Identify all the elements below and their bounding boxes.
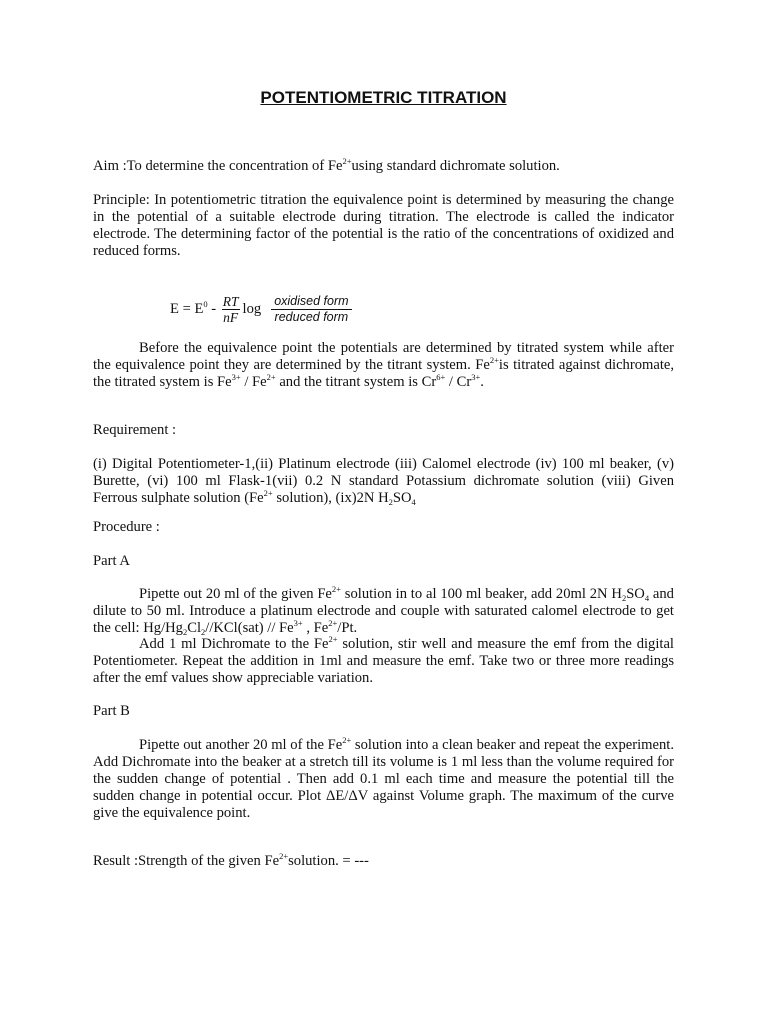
aim-text-end: using standard dichromate solution.	[351, 158, 560, 174]
nernst-equation	[170, 289, 354, 329]
concentration-ratio-fraction: $\frac{\text{oxidised form}}{\text{reduced form}}$	[271, 294, 351, 325]
part-a-paragraph-1: Pipette out 20 ml of the given $Fe^{2+}$ solution in to al 100 ml beaker, add 20ml 2N $H_2SO_4$ and dilute to 50 ml. Introduce a platinum electrode and couple with saturated calomel electrode to get the cell: $Hg/Hg_2Cl_2//KCl(sat) // Fe^{3+}$ , $Fe^{2+}/Pt$.	[93, 584, 674, 637]
part-a-heading: Part A	[93, 553, 130, 569]
requirement-heading: Requirement :	[93, 422, 177, 438]
document-title: POTENTIOMETRIC TITRATION	[260, 88, 507, 107]
principle-paragraph: Principle: In potentiometric titration the equivalence point is determined by measuring the change in the potential of a suitable electrode during titration. The electrode is called the indicator electrode. The determining factor of the potential is the ratio of the concentrations of oxidized and reduced forms.	[93, 192, 674, 259]
rt-over-nf-fraction: $\frac{RT}{nF}$	[222, 293, 239, 325]
aim-paragraph	[93, 158, 674, 175]
result-line: Result :Strength of the given $Fe^{2+}solution$. = ---	[93, 851, 369, 869]
equation-lhs: $E = E^0$ -	[170, 298, 220, 317]
equivalence-paragraph: Before the equivalence point the potentials are determined by titrated system while after the equivalence point they are determined by the titrant system. $Fe^{2+}is$ titrated against dichromate, the titrated system is $Fe^{3+} / Fe^{2+}$ and the titrant system is $Cr^{6+} / Cr^{3+}$.	[93, 340, 675, 390]
aim-text: Aim :To determine the concentration of Fe	[93, 158, 343, 174]
part-b-paragraph: Pipette out another 20 ml of the $Fe^{2+}$ solution into a clean beaker and repeat the experiment. Add Dichromate into the beaker at a stretch till its volume is 1 ml less than the volume required for the sudden change of potential . Then add 0.1 ml each time and measure the potential till the sudden change in potential occur. Plot ΔE/ΔV against Volume graph. The maximum of the curve give the equivalence point.	[93, 735, 674, 821]
aim-ion-charge: 2+	[342, 156, 352, 166]
procedure-heading: Procedure :	[93, 519, 160, 535]
document-page	[93, 0, 674, 1024]
part-b-heading: Part B	[93, 703, 130, 719]
log-operator: log	[242, 300, 262, 317]
part-a-paragraph-2: Add 1 ml Dichromate to the $Fe^{2+}$ solution, stir well and measure the emf from the digital Potentiometer. Repeat the addition in 1ml and measure the emf. Take two or three more readings after the emf values show appreciable variation.	[93, 634, 674, 686]
requirements-paragraph: (i) Digital Potentiometer-1,(ii) Platinum electrode (iii) Calomel electrode (iv) 100 ml beaker, (v) Burette, (vi) 100 ml Flask-1(vii) 0.2 N standard Potassium dichromate solution (viii) Given Ferrous sulphate solution ($Fe^{2+}$ solution), (ix)2N $H_2SO_4$	[93, 456, 674, 507]
